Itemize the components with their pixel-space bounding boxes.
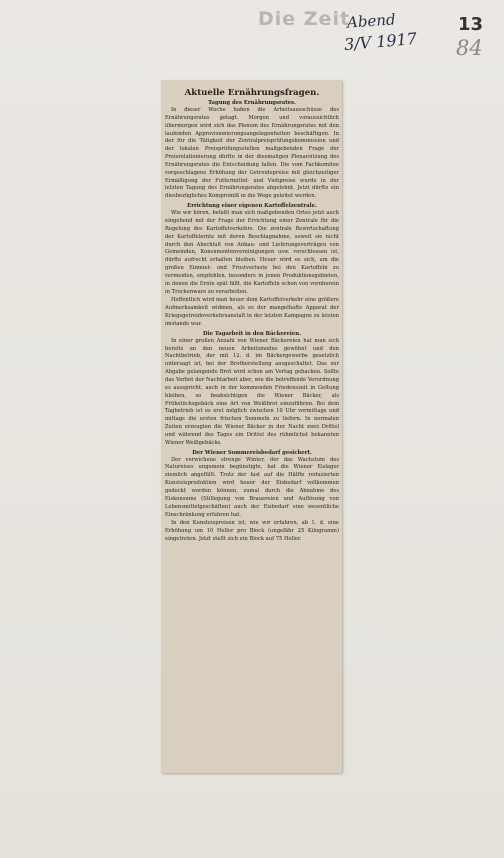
- article-paragraph: Hoffentlich wird man heuer dem Kartoffelverkehr eine größere Aufmerksamkeit widmen, als es der mangelhafte Apparat der Kriegsgetreideverkehrsanstalt in der letzten Kampagne zu leisten imstande war.: [165, 297, 339, 327]
- article-headline: Aktuelle Ernährungsfragen.: [184, 88, 320, 98]
- section-heading: Die Tagarbeit in den Bäckereien.: [203, 330, 301, 337]
- handwritten-edition-note: Abend: [346, 10, 397, 32]
- article-paragraph: Der verwichene strenge Winter, der das Wachstum des Natureises ungemein begünstigte, hat die Wiener Eislager ziemlich angefüllt. Trotz der fast auf die Hälfte reduzierten Kunsteisproduktion wird heuer der Eisbedarf vollkommen gedeckt werden können, zumal durch die Abnahme des Eiskonsums (Stillegung von Brauereien und Auflösung von Lebensmittelgeschäften) auch der Eisbedarf eine wesentliche Einschränkung erfahren hat.: [165, 456, 339, 518]
- newspaper-stamp: Die Zeit: [258, 8, 351, 30]
- page-number: 13: [458, 14, 484, 35]
- article-paragraph: In den Kunsteispreisen ist, wie wir erfahren, ab 1. d. eine Erhöhung um 10 Heller pro Block (ungefähr 25 Kilogramm) eingetreten. Jetzt stellt sich ein Block auf 75 Heller.: [165, 520, 339, 543]
- handwritten-date: 3/V 1917: [343, 28, 418, 55]
- article-paragraph: Wie wir hören, befaßt man sich maßgebenden Ortes jetzt auch eingehend mit der Frage der Errichtung einer Zentrale für die Regelung des Kartoffelverkehrs. Die zentrale Bewirtschaftung der Kartoffelernte mit deren Beschlagnahme, soweit sie nicht durch den Abschluß von Anbau- und Lieferungsverträgen von Gemeinden, Konsumentenvereinigungen usw. verschlossen ist, dürfte aufrecht erhalten bleiben. Heuer wird es sich, um die großen Einmiet- und Frostverluste bei den Kartoffeln zu vermeiden, empfehlen, besonders in jenen Produktionsgebieten, in denen die Ernte spät fällt, die Kartoffeln schon von vornherein in Trockenware zu verarbeiten.: [165, 210, 339, 295]
- article-paragraph: In einer großen Anzahl von Wiener Bäckereien hat man sich bereits an den neuen Arbeitsmodus gewöhnt und den Nachtbetrieb, der mit 12. d. im Bäckergewerbe gesetzlich untersagt ist, bei der Brotherstellung ausgeschaltet. Das zur Abgabe gelangende Brot wird schon am Vortag gebacken. Sollte das Verbot der Nachtarbeit aber, wie die betreffende Verordnung es ausspricht, auch in der kommenden Friedenszeit in Geltung bleiben, so beabsichtigen die Wiener Bäcker, als Frühstücksgebäck eine Art von Weißbrot einzuführen. Bei dem Tagbetrieb ist es erst möglich zwischen 10 Uhr vormittags und mittags die ersten frischen Semmeln zu liefern. In normalen Zeiten erzeugten die Wiener Bäcker in der Nacht zwei Drittel und während des Tages ein Drittel des rühmlichst bekannten Wiener Weißgebäcks.: [165, 337, 339, 446]
- newspaper-clipping: [161, 80, 342, 773]
- pencil-folio-number: 84: [456, 36, 483, 60]
- article-paragraph: In dieser Woche haben die Arbeitsausschüsse des Ernährungsrates getagt. Morgen und voraussichtlich übermorgen wird sich das Plenum des Ernährungsrates mit den laufenden Approvisionierungsangelegenheiten beschäftigen. In der für die Tätigkeit der Zentralpreisprüfungskommission und der lokalen Preisprüfungsstellen maßgebenden Frage der Preisrelationierung dürfte in der diesmaligen Plenarsitzung des Ernährungsrates die Entscheidung fallen. Die vom Fachkomitee vorgeschlagene Erhöhung der Getreidepreise mit gleichzeitiger Ermäßigung der Futtermittel- und Viehpreise wurde in der letzten Tagung des Ernährungsrates abgelehnt. Jetzt dürfte ein diesbezügliches Kompromiß in die Wege geleitet werden.: [165, 107, 339, 200]
- section-heading: Tagung des Ernährungsrates.: [208, 100, 296, 106]
- section-heading: Errichtung einer eigenen Kartoffelzentrale.: [187, 203, 317, 210]
- section-heading: Der Wiener Sommereisbedarf gesichert.: [192, 449, 312, 456]
